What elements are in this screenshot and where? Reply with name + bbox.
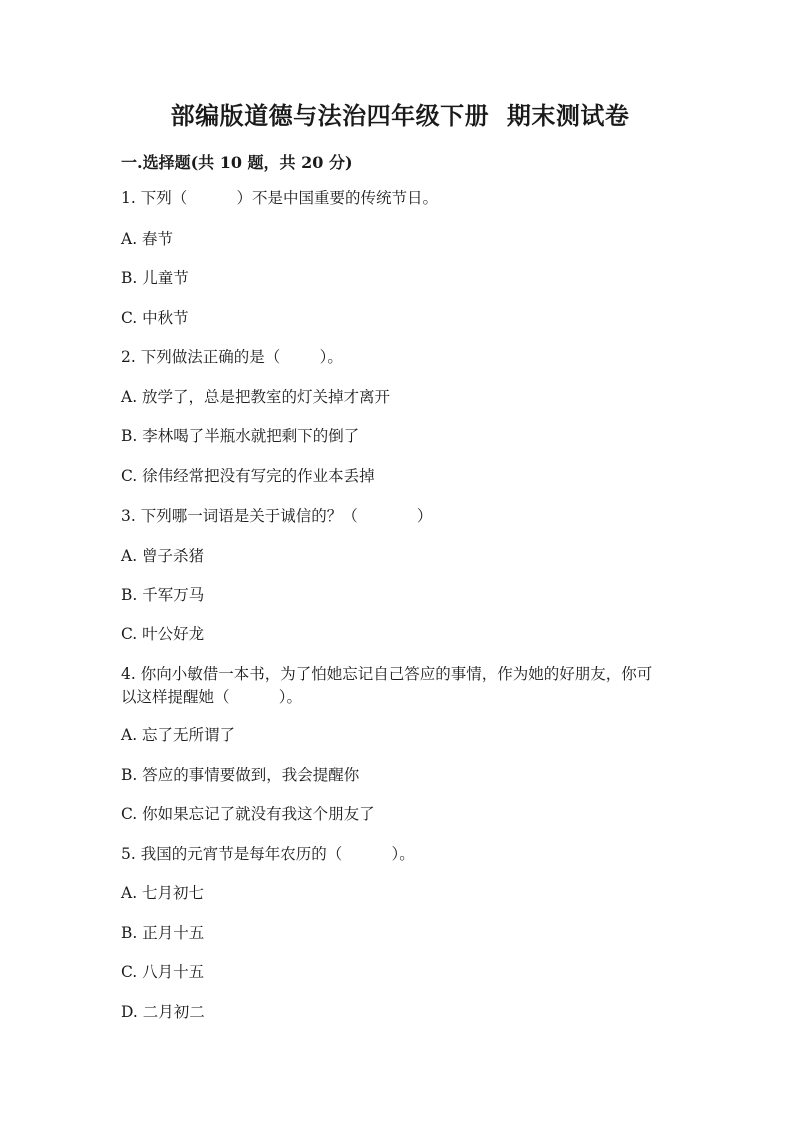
option-5b: B. 正月十五 — [121, 924, 205, 942]
question-stem-4-line1: 4. 你向小敏借一本书，为了怕她忘记自己答应的事情，作为她的好朋友，你可 — [121, 665, 653, 683]
option-3b: B. 千军万马 — [121, 586, 205, 604]
option-2a: A. 放学了，总是把教室的灯关掉才离开 — [121, 388, 391, 406]
option-3c: C. 叶公好龙 — [121, 625, 205, 643]
question-stem-3: 3. 下列哪一词语是关于诚信的？（ ） — [121, 507, 433, 525]
option-2c: C. 徐伟经常把没有写完的作业本丢掉 — [121, 467, 375, 485]
question-stem-4-line2: 以这样提醒她（ ）。 — [121, 688, 303, 706]
option-5d: D. 二月初二 — [121, 1003, 205, 1021]
option-1a: A. 春节 — [121, 230, 174, 248]
option-4a: A. 忘了无所谓了 — [121, 726, 236, 744]
question-stem-5: 5. 我国的元宵节是每年农历的（ ）。 — [121, 845, 415, 863]
section-heading: 一.选择题(共 10 题，共 20 分) — [121, 153, 353, 172]
option-4c: C. 你如果忘记了就没有我这个朋友了 — [121, 805, 375, 823]
option-5c: C. 八月十五 — [121, 963, 205, 981]
question-stem-1: 1. 下列（ ）不是中国重要的传统节日。 — [121, 189, 438, 207]
option-4b: B. 答应的事情要做到，我会提醒你 — [121, 766, 360, 784]
option-3a: A. 曾子杀猪 — [121, 547, 205, 565]
option-1c: C. 中秋节 — [121, 309, 189, 327]
option-5a: A. 七月初七 — [121, 884, 205, 902]
option-2b: B. 李林喝了半瓶水就把剩下的倒了 — [121, 427, 360, 445]
option-1b: B. 儿童节 — [121, 269, 189, 287]
page-title: 部编版道德与法治四年级下册 期末测试卷 — [170, 101, 630, 130]
question-stem-2: 2. 下列做法正确的是（ ）。 — [121, 348, 343, 366]
